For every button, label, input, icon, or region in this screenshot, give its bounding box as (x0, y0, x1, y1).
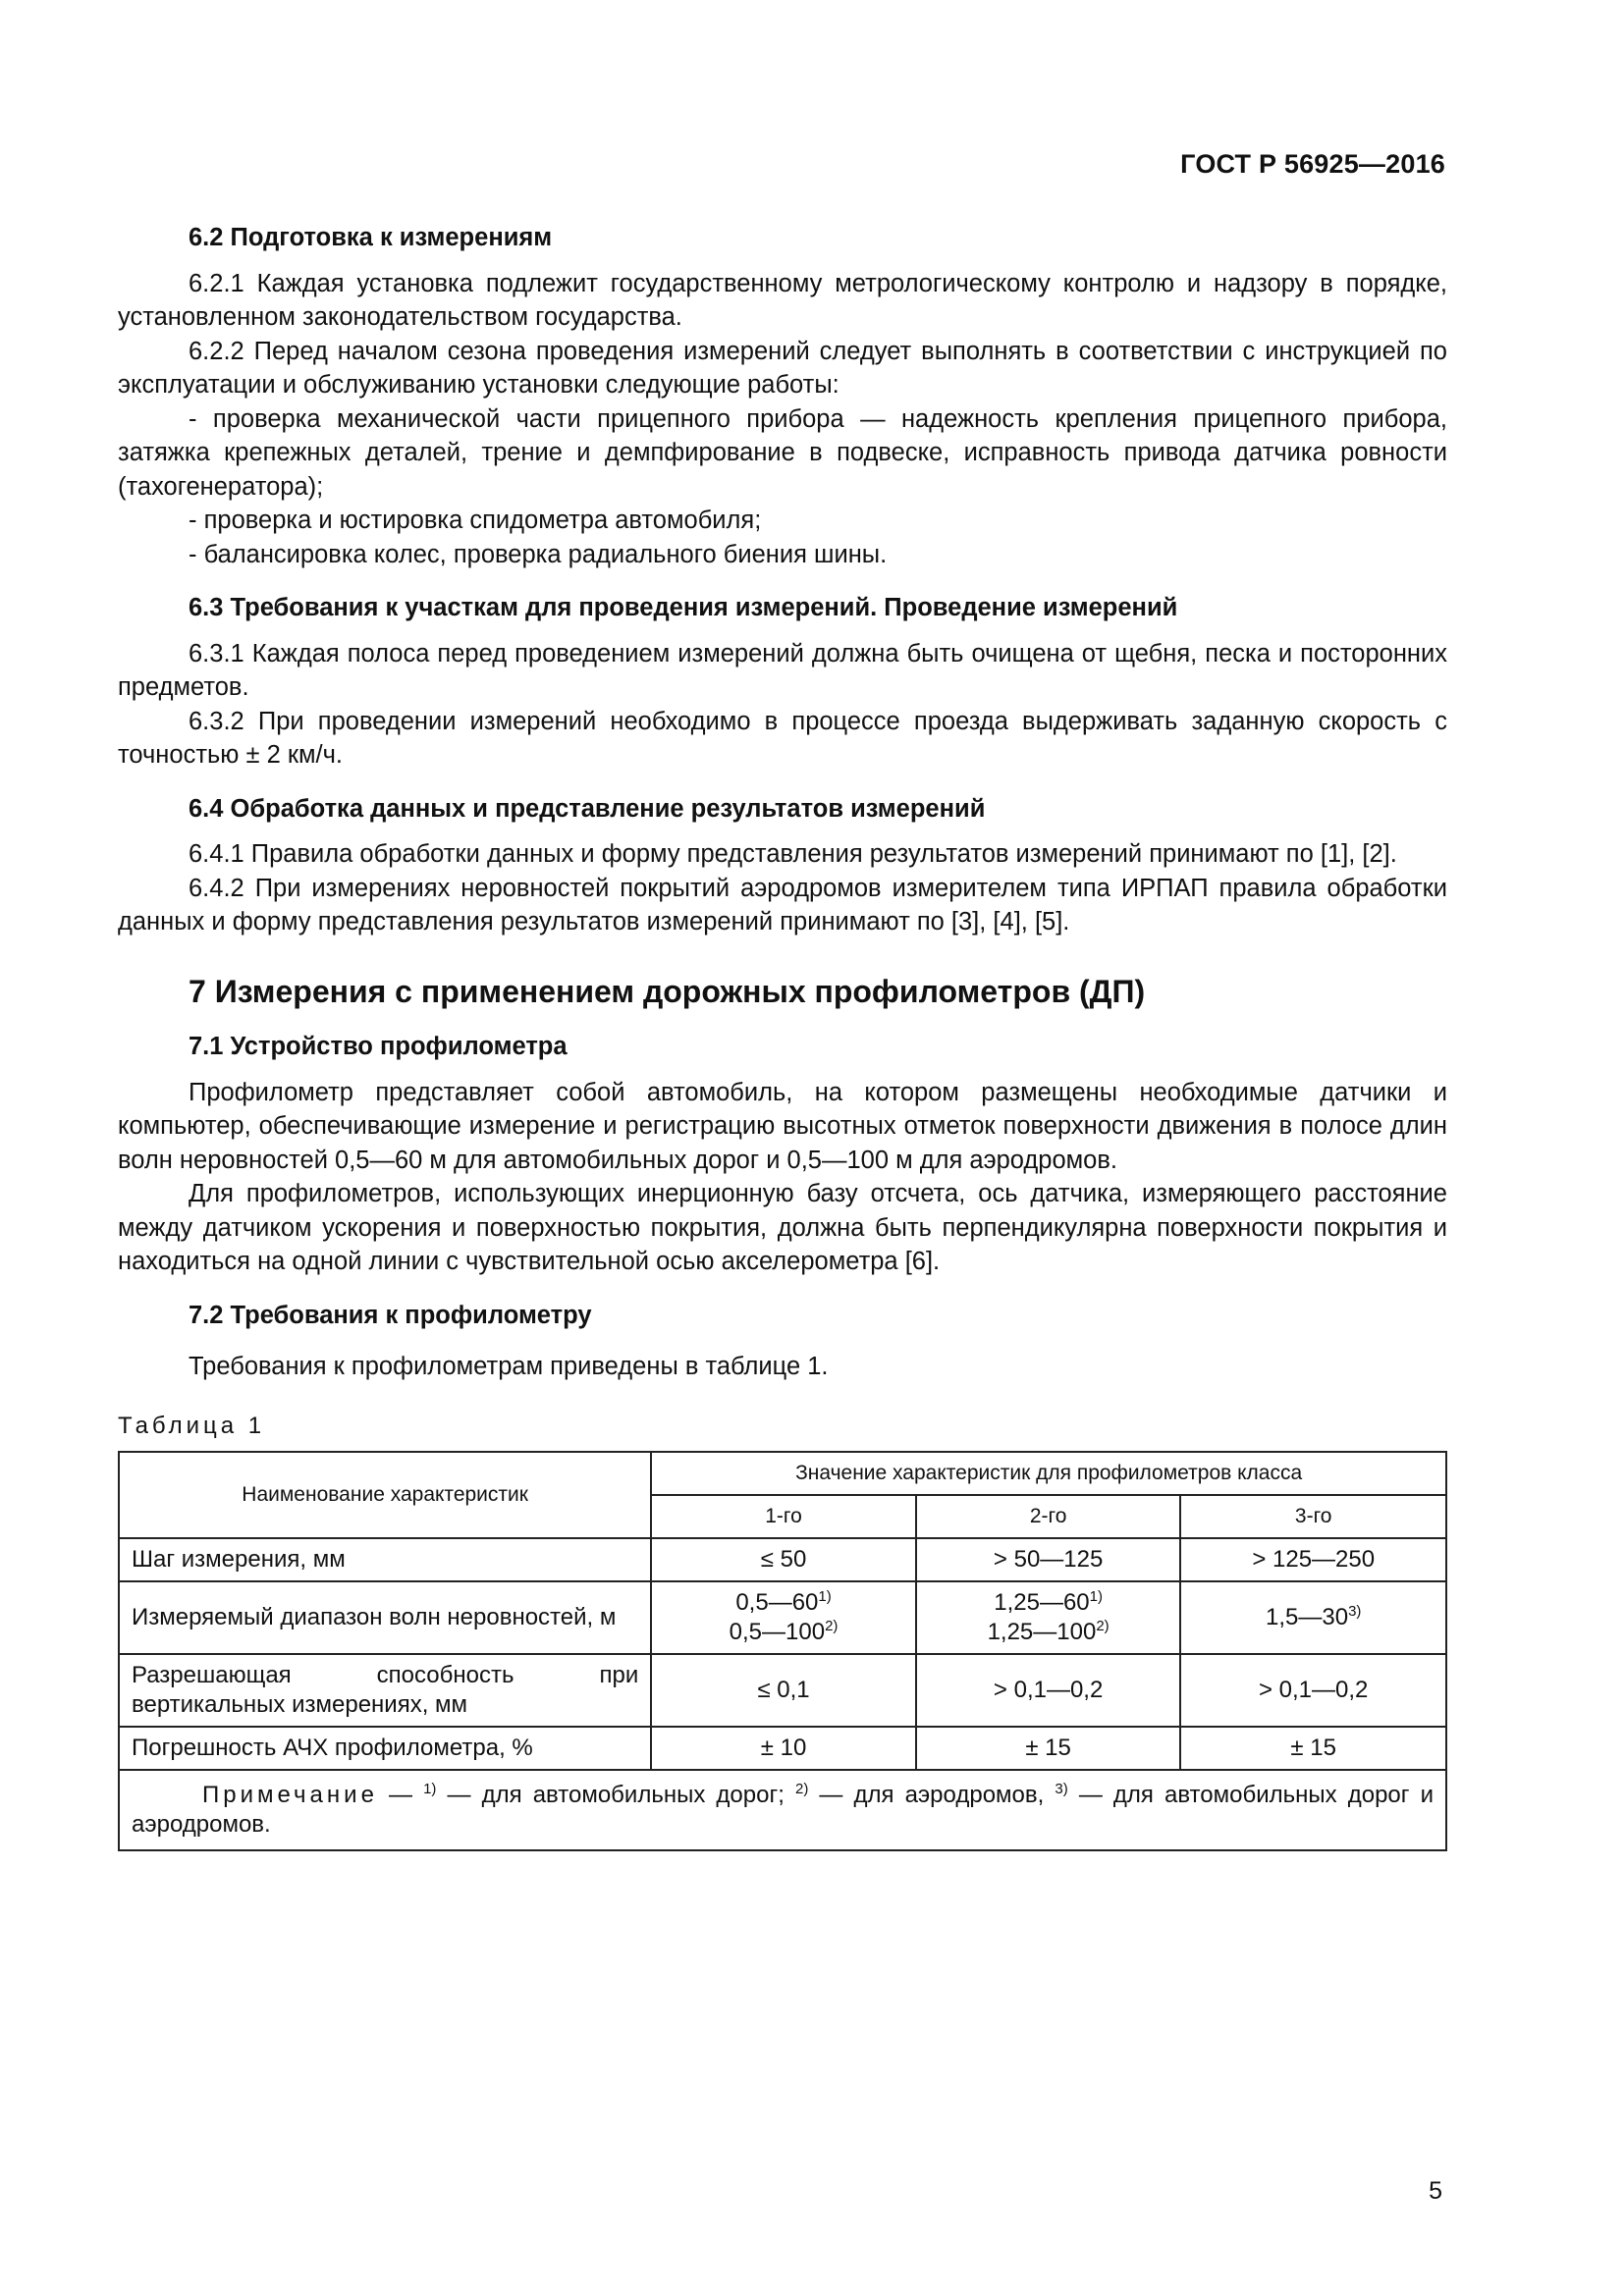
paragraph-6-4-1: 6.4.1 Правила обработки данных и форму представления результатов измерений принимают по [1], [2]. (189, 840, 1397, 868)
standard-code: ГОСТ Р 56925—2016 (1180, 149, 1445, 179)
note-text: — для автомобильных дорог и аэродромов. (132, 1782, 1435, 1838)
cell-value: ± 15 (1180, 1727, 1446, 1770)
list-item-speedometer-check: - проверка и юстировка спидометра автомобиля; (189, 507, 762, 534)
row-name: Измеряемый диапазон волн неровностей, м (119, 1581, 651, 1654)
cell-value (916, 1581, 1181, 1654)
paragraph-6-4-2: 6.4.2 При измерениях неровностей покрытий аэродромов измерителем типа ИРПАП правила обработки данных и форму представления результатов измерений принимают по [3], [4], [5]. (118, 874, 1447, 935)
section-7-2-heading: 7.2 Требования к профилометру (189, 1301, 592, 1329)
cell-value: ≤ 50 (651, 1538, 916, 1581)
cell-value (651, 1581, 916, 1654)
cell-value: > 125—250 (1180, 1538, 1446, 1581)
section-6-4-heading: 6.4 Обработка данных и представление результатов измерений (189, 794, 986, 823)
range-value: 1,25—100 (987, 1619, 1097, 1645)
note-text: — (377, 1782, 424, 1808)
list-item-mechanical-check: - проверка механической части прицепного прибора — надежность крепления прицепного прибора, затяжка крепежных деталей, трение и демпфирование в подвеске, исправность привода датчика ровности (тахогенератора); (118, 404, 1447, 501)
paragraph-7-1-a: Профилометр представляет собой автомобиль, на котором размещены необходимые датчики и компьютер, обеспечивающие измерение и регистрацию высотных отметок поверхности движения в полосе длин волн неровностей 0,5—60 м для автомобильных дорог и 0,5—100 м для аэродромов. (118, 1078, 1447, 1174)
section-7-1-heading: 7.1 Устройство профилометра (189, 1033, 568, 1060)
row-name: Шаг измерения, мм (119, 1538, 651, 1581)
cell-value: ± 15 (916, 1727, 1181, 1770)
table-note (119, 1770, 1446, 1850)
paragraph-7-1-b: Для профилометров, использующих инерционную базу отсчета, ось датчика, измеряющего расстояние между датчиком ускорения и поверхностью покрытия, должна быть перпендикулярна поверхности покрытия и находиться на одной линии с чувствительной осью акселерометра [6]. (118, 1180, 1447, 1275)
section-7-heading: 7 Измерения с применением дорожных профилометров (ДП) (189, 973, 1146, 1009)
list-item-wheel-balance: - балансировка колес, проверка радиального биения шины. (189, 540, 888, 568)
cell-value: ± 10 (651, 1727, 916, 1770)
section-6-3-heading: 6.3 Требования к участкам для проведения измерений. Проведение измерений (189, 594, 1178, 621)
note-text: — для аэродромов, (808, 1782, 1056, 1808)
header-class-1: 1-го (651, 1495, 916, 1538)
range-value: 1,5—30 (1266, 1604, 1349, 1630)
footnote-mark: 2) (825, 1618, 839, 1634)
table-row (119, 1727, 1446, 1770)
table-row (119, 1538, 1446, 1581)
range-value: 0,5—60 (735, 1589, 819, 1616)
note-text: — для автомобильных дорог; (436, 1782, 795, 1808)
table-row (119, 1654, 1446, 1727)
paragraph-6-2-2: 6.2.2 Перед началом сезона проведения измерений следует выполнять в соответствии с инструкцией по эксплуатации и обслуживанию установки следующие работы: (118, 337, 1447, 399)
row-name: Разрешающая способность при вертикальных измерениях, мм (119, 1654, 651, 1727)
footnote-mark: 1) (818, 1588, 832, 1605)
cell-value: > 0,1—0,2 (1180, 1654, 1446, 1727)
cell-value: > 50—125 (916, 1538, 1181, 1581)
footnote-mark: 1) (423, 1781, 437, 1797)
table-row (119, 1581, 1446, 1654)
row-name: Погрешность АЧХ профилометра, % (119, 1727, 651, 1770)
header-class-3: 3-го (1180, 1495, 1446, 1538)
footnote-mark: 1) (1089, 1588, 1103, 1605)
page-number: 5 (1429, 2177, 1442, 2205)
requirements-table (118, 1451, 1447, 1851)
table-caption: Таблица 1 (118, 1412, 266, 1439)
paragraph-6-3-2: 6.3.2 При проведении измерений необходимо в процессе проезда выдерживать заданную скорость с точностью ± 2 км/ч. (118, 707, 1447, 769)
range-value: 0,5—100 (729, 1619, 826, 1645)
footnote-mark: 3) (1348, 1603, 1362, 1620)
page-content (118, 221, 1447, 1851)
cell-value (1180, 1581, 1446, 1654)
range-value: 1,25—60 (994, 1589, 1090, 1616)
table-note-row (119, 1770, 1446, 1850)
cell-value: > 0,1—0,2 (916, 1654, 1181, 1727)
footnote-mark: 2) (1096, 1618, 1110, 1634)
note-label: Примечание (202, 1782, 378, 1808)
header-class-2: 2-го (916, 1495, 1181, 1538)
paragraph-6-2-1: 6.2.1 Каждая установка подлежит государственному метрологическому контролю и надзору в порядке, установленном законодательством государства. (118, 269, 1447, 331)
footnote-mark: 2) (794, 1781, 809, 1797)
cell-value: ≤ 0,1 (651, 1654, 916, 1727)
header-class-group: Значение характеристик для профилометров класса (651, 1452, 1446, 1495)
section-6-2-heading: 6.2 Подготовка к измерениям (189, 224, 553, 251)
footnote-mark: 3) (1055, 1781, 1068, 1797)
header-characteristic-name: Наименование характеристик (119, 1452, 651, 1538)
paragraph-7-2: Требования к профилометрам приведены в таблице 1. (189, 1353, 829, 1380)
paragraph-6-3-1: 6.3.1 Каждая полоса перед проведением измерений должна быть очищена от щебня, песка и посторонних предметов. (118, 639, 1447, 701)
